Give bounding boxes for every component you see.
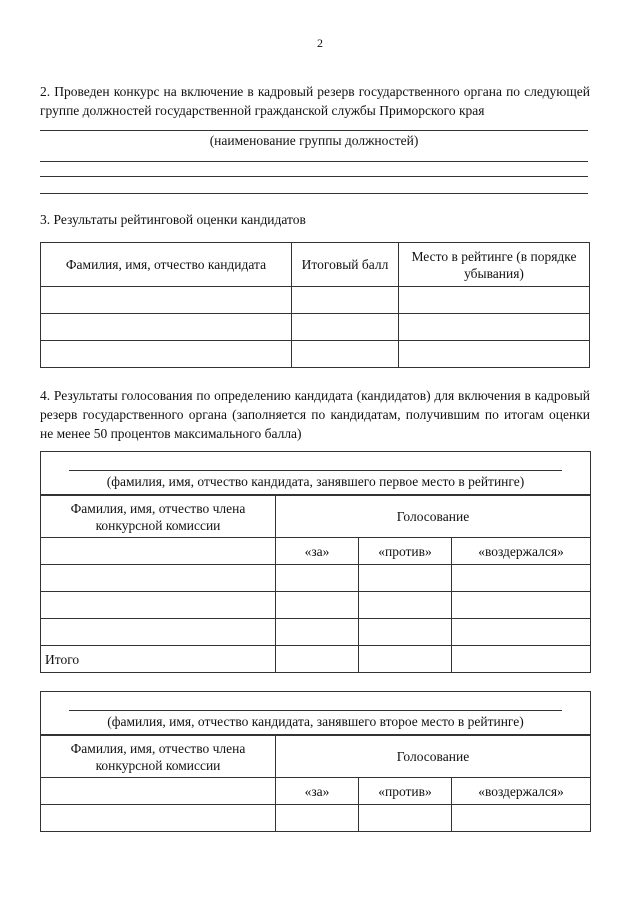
table-row <box>41 287 590 314</box>
first-candidate-vote-block <box>40 451 591 673</box>
header-vote-abstained: «воздержался» <box>452 778 591 805</box>
rating-table <box>40 242 590 368</box>
section-2-text: 2. Проведен конкурс на включение в кадровый резерв государственного органа по следующей группе должностей государственной гражданской службы Приморского края <box>40 84 590 118</box>
header-vote-against: «против» <box>359 778 452 805</box>
header-total-score: Итоговый балл <box>292 243 399 287</box>
table-row <box>41 805 590 832</box>
section-3-title: 3. Результаты рейтинговой оценки кандидатов <box>40 212 306 227</box>
blank-line-3 <box>40 193 588 194</box>
section-4-text: 4. Результаты голосования по определению кандидата (кандидатов) для включения в кадровый резерв государственного органа (заполняется по кандидатам, получившим по итогам оценки не менее 50 процентов максимального балла) <box>40 388 590 441</box>
header-vote-for: «за» <box>276 538 359 565</box>
header-voting: Голосование <box>276 496 591 538</box>
group-name-line <box>40 130 588 131</box>
table-row <box>41 565 590 592</box>
first-candidate-vote-table <box>41 495 590 673</box>
header-rating-place: Место в рейтинге (в порядке убывания) <box>399 243 590 287</box>
header-candidate-name: Фамилия, имя, отчество кандидата <box>41 243 292 287</box>
blank-line-2 <box>40 176 588 177</box>
total-label: Итого <box>41 646 276 673</box>
table-row <box>41 619 590 646</box>
group-name-caption: (наименование группы должностей) <box>209 133 419 148</box>
second-candidate-vote-table <box>41 735 590 832</box>
header-member-name: Фамилия, имя, отчество члена конкурсной комиссии <box>41 496 276 538</box>
blank-line-1 <box>40 161 588 162</box>
header-voting: Голосование <box>276 736 591 778</box>
table-row <box>41 341 590 368</box>
header-vote-for: «за» <box>276 778 359 805</box>
header-vote-against: «против» <box>359 538 452 565</box>
second-candidate-caption: (фамилия, имя, отчество кандидата, занявшего второе место в рейтинге) <box>41 711 590 735</box>
header-vote-abstained: «воздержался» <box>452 538 591 565</box>
second-candidate-vote-block <box>40 691 591 832</box>
table-row <box>41 592 590 619</box>
table-row <box>41 314 590 341</box>
first-candidate-caption: (фамилия, имя, отчество кандидата, занявшего первое место в рейтинге) <box>41 471 590 495</box>
page-number: 2 <box>317 36 323 50</box>
header-member-name: Фамилия, имя, отчество члена конкурсной комиссии <box>41 736 276 778</box>
